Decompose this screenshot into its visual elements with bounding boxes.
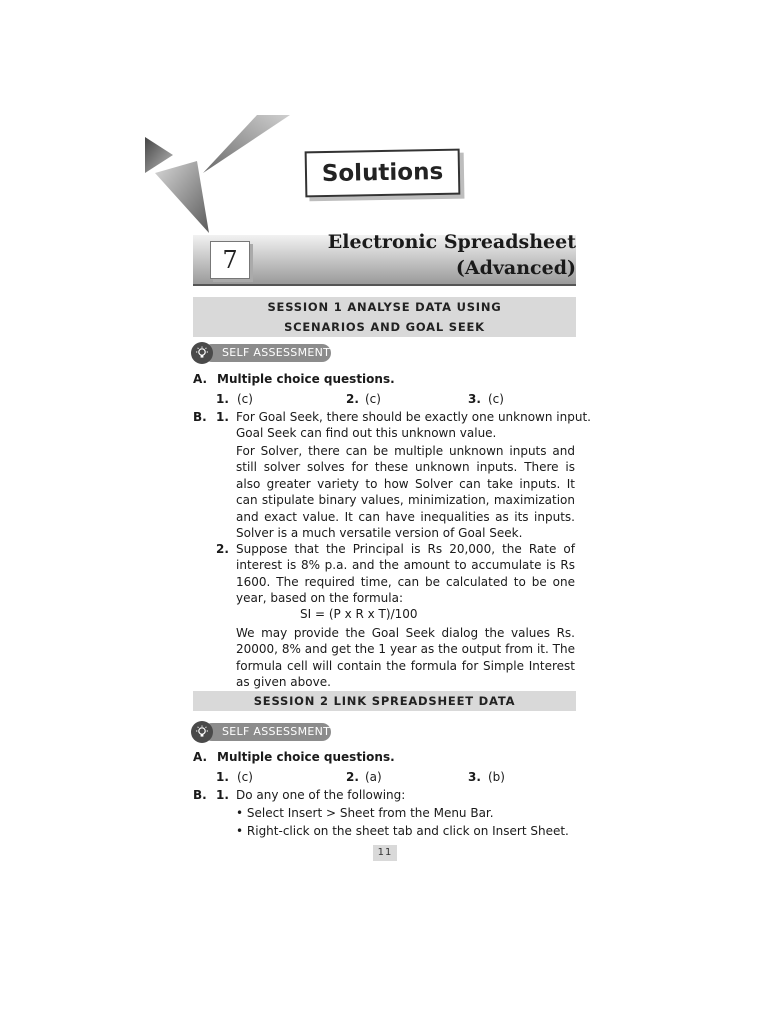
decorative-triangles bbox=[145, 115, 290, 235]
lightbulb-icon bbox=[191, 342, 213, 364]
answer-paragraph: For Solver, there can be multiple unknown inputs and still solver solves for these unknown inputs. There is also greater variety to how Solver can take inputs. It can stipulate binary values, minimization, maximization and exact value. It can have inequalities as its inputs. Solver is a much versatile version of Goal Seek. bbox=[236, 444, 575, 541]
question-number: 2. bbox=[216, 542, 229, 556]
self-assessment-label: SELF ASSESSMENT bbox=[203, 344, 331, 362]
question-number: 1. bbox=[216, 788, 229, 802]
self-assessment-badge-2 bbox=[191, 721, 333, 743]
solutions-label: Solutions bbox=[321, 158, 444, 188]
answer-paragraph: We may provide the Goal Seek dialog the values Rs. 20000, 8% and get the 1 year as the output from it. The formula cell will contain the formula for Simple Interest as given above. bbox=[236, 626, 575, 690]
mcq-answer: (c) bbox=[365, 392, 381, 406]
chapter-title-line2: (Advanced) bbox=[455, 257, 576, 279]
mcq-answer: (a) bbox=[365, 770, 382, 784]
question-number: 1. bbox=[216, 410, 229, 424]
session1-heading bbox=[193, 297, 576, 337]
mcq-number: 3. bbox=[468, 770, 481, 784]
section-a-title: Multiple choice questions. bbox=[217, 750, 395, 764]
answer-line: For Goal Seek, there should be exactly one unknown input. bbox=[236, 410, 591, 424]
session2-heading-text: SESSION 2 LINK SPREADSHEET DATA bbox=[253, 694, 516, 708]
self-assessment-label: SELF ASSESSMENT bbox=[203, 723, 331, 741]
session1-heading-line2: SCENARIOS AND GOAL SEEK bbox=[284, 320, 485, 334]
mcq-number: 1. bbox=[216, 392, 229, 406]
mcq-answer: (c) bbox=[488, 392, 504, 406]
mcq-number: 3. bbox=[468, 392, 481, 406]
mcq-number: 1. bbox=[216, 770, 229, 784]
session1-heading-line1: SESSION 1 ANALYSE DATA USING bbox=[267, 300, 502, 314]
section-b-marker: B. bbox=[193, 788, 207, 802]
mcq-answer: (c) bbox=[237, 770, 253, 784]
bullet-item: • Select Insert > Sheet from the Menu Bar. bbox=[236, 806, 494, 820]
chapter-title-line1: Electronic Spreadsheet bbox=[327, 231, 576, 253]
chapter-number: 7 bbox=[210, 241, 250, 279]
section-b-marker: B. bbox=[193, 410, 207, 424]
bullet-item: • Right-click on the sheet tab and click on Insert Sheet. bbox=[236, 824, 569, 838]
answer-paragraph: Suppose that the Principal is Rs 20,000, the Rate of interest is 8% p.a. and the amount to accumulate is Rs 1600. The required time, can be calculated to be one year, based on the formula: bbox=[236, 542, 575, 606]
chapter-title bbox=[328, 229, 576, 281]
page-number: 11 bbox=[373, 845, 397, 861]
self-assessment-badge-1 bbox=[191, 342, 333, 364]
mcq-number: 2. bbox=[346, 770, 359, 784]
section-a-marker: A. bbox=[193, 750, 208, 764]
session2-heading bbox=[193, 691, 576, 711]
mcq-number: 2. bbox=[346, 392, 359, 406]
solutions-banner bbox=[305, 149, 461, 198]
section-a-marker: A. bbox=[193, 372, 208, 386]
lightbulb-icon bbox=[191, 721, 213, 743]
section-a-title: Multiple choice questions. bbox=[217, 372, 395, 386]
answer-line: Do any one of the following: bbox=[236, 788, 406, 802]
mcq-answer: (c) bbox=[237, 392, 253, 406]
formula: SI = (P x R x T)/100 bbox=[300, 607, 418, 621]
mcq-answer: (b) bbox=[488, 770, 505, 784]
answer-line: Goal Seek can find out this unknown value. bbox=[236, 426, 497, 440]
